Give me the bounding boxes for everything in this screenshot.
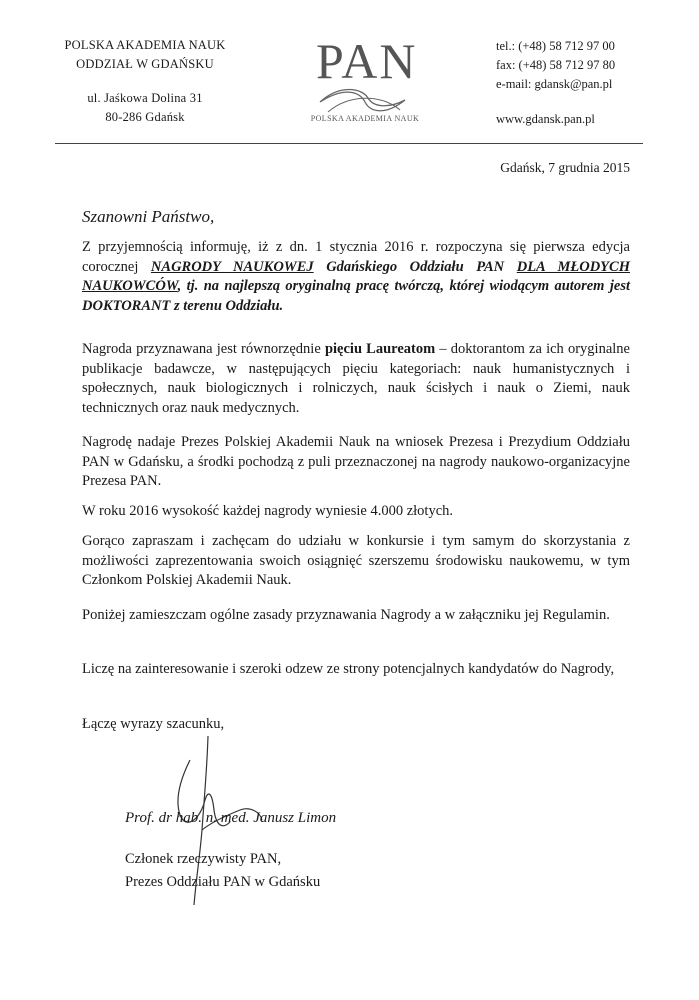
logo-caption: POLSKA AKADEMIA NAUK xyxy=(310,114,420,123)
signatory-position: Prezes Oddziału PAN w Gdańsku xyxy=(125,874,321,890)
org-branch: ODDZIAŁ W GDAŃSKU xyxy=(76,57,214,71)
email-address: e-mail: gdansk@pan.pl xyxy=(496,77,613,91)
paragraph-closing: Liczę na zainteresowanie i szeroki odzew ze strony potencjalnych kandydatów do Nagrody, xyxy=(82,661,615,677)
laureates-count: pięciu Laureatom xyxy=(324,341,436,357)
phone-number: tel.: (+48) 58 712 97 00 xyxy=(496,39,615,53)
laureates-intro: Nagroda przyznawana jest równorzędnie xyxy=(82,341,325,357)
letterhead-organization xyxy=(40,36,250,127)
org-address-city: 80-286 Gdańsk xyxy=(105,110,185,124)
pan-logo xyxy=(300,34,430,134)
paragraph-invitation: Gorąco zapraszam i zachęcam do udziału w konkursie i tym samym do skorzystania z możliwości zaprezentowania swoich osiągnięć szerszemu środowisku naukowemu, w tym Członkom Polskiej Akademii Nauk. xyxy=(82,533,630,588)
header-divider xyxy=(55,143,643,144)
letter-date: Gdańsk, 7 grudnia 2015 xyxy=(500,160,630,175)
paragraph-amount: W roku 2016 wysokość każdej nagrody wyniesie 4.000 złotych. xyxy=(82,503,454,519)
paragraph-awarding: Nagrodę nadaje Prezes Polskiej Akademii Nauk na wniosek Prezesa i Prezydium Oddziału PAN w Gdańsku, a środki pochodzą z puli przeznaczonej na nagrody naukowo-organizacyjne Prezesa PAN. xyxy=(82,434,630,489)
logo-text: PAN xyxy=(316,33,418,89)
intro-text: Z przyjemnością informuję, iż z dn. 1 stycznia 2016 r. rozpoczyna się pierwsza edycja corocznej xyxy=(82,239,630,275)
org-name: POLSKA AKADEMIA NAUK xyxy=(64,38,226,52)
prize-target: DLA MŁODYCH NAUKOWCÓW xyxy=(82,258,630,294)
paragraph-intro xyxy=(82,238,630,316)
prize-name: NAGRODY NAUKOWEJ xyxy=(150,258,314,275)
paragraph-rules: Poniżej zamieszczam ogólne zasady przyznawania Nagrody a w załączniku jej Regulamin. xyxy=(82,607,610,623)
letterhead-contact xyxy=(496,37,666,129)
paragraph-laureates xyxy=(82,340,630,418)
letter-greeting: Szanowni Państwo, xyxy=(82,207,215,226)
org-address-street: ul. Jaśkowa Dolina 31 xyxy=(87,91,203,105)
laureates-categories: – doktorantom za ich oryginalne publikacje badawcze, w następujących pięciu kategoriach: nauk humanistycznych i społecznych, nauk biologicznych i rolniczych, nauk ścisłych i nauk o Ziemi, nauk technicznych oraz nauk medycznych. xyxy=(82,341,630,416)
prize-branch: Gdańskiego Oddziału PAN xyxy=(313,258,517,275)
fax-number: fax: (+48) 58 712 97 80 xyxy=(496,58,616,72)
signatory-membership: Członek rzeczywisty PAN, xyxy=(125,851,282,867)
prize-description: , tj. na najlepszą oryginalną pracę twórczą, której wiodącym autorem jest DOKTORANT z terenu Oddziału. xyxy=(82,278,630,314)
closing-formula: Łączę wyrazy szacunku, xyxy=(82,716,225,732)
signatory-role xyxy=(125,848,320,894)
signatory-name: Prof. dr hab. n. med. Janusz Limon xyxy=(125,810,337,826)
website-link: www.gdansk.pan.pl xyxy=(496,112,595,126)
logo-swirl-icon xyxy=(300,34,430,119)
